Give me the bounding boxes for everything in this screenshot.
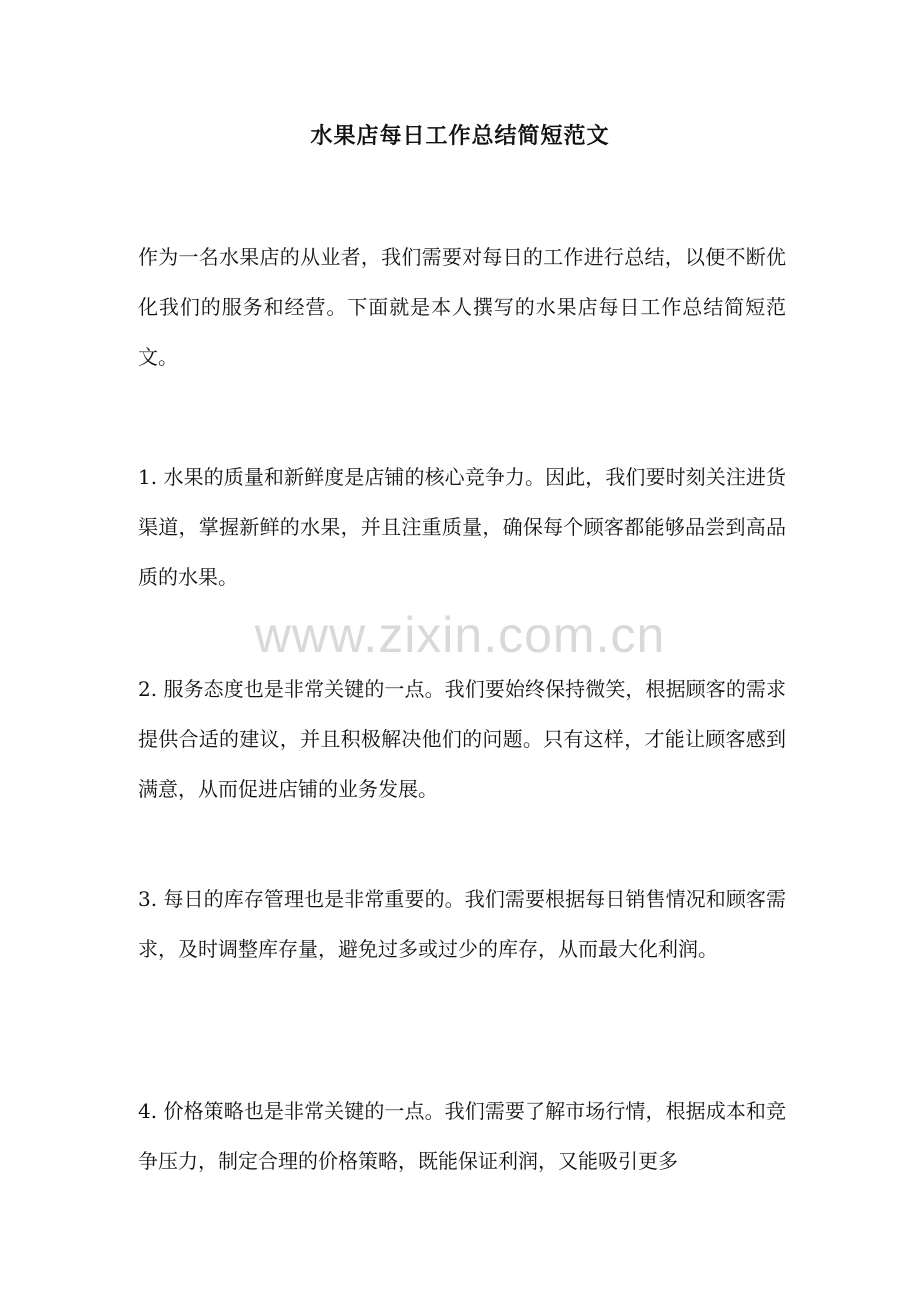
paragraph-item-1: 1. 水果的质量和新鲜度是店铺的核心竞争力。因此，我们要时刻关注进货渠道，掌握新鲜的水果，并且注重质量，确保每个顾客都能够品尝到高品质的水果。 [138,465,786,589]
watermark: www.zixin.com.cn [254,607,666,663]
paragraph-item-4: 4. 价格策略也是非常关键的一点。我们需要了解市场行情，根据成本和竞争压力，制定合理的价格策略，既能保证利润，又能吸引更多 [138,1099,786,1173]
intro-paragraph: 作为一名水果店的从业者，我们需要对每日的工作进行总结，以便不断优化我们的服务和经营。下面就是本人撰写的水果店每日工作总结简短范文。 [138,245,786,369]
document-title: 水果店每日工作总结简短范文 [310,123,610,149]
paragraph-item-3: 3. 每日的库存管理也是非常重要的。我们需要根据每日销售情况和顾客需求，及时调整库存量，避免过多或过少的库存，从而最大化利润。 [138,887,786,961]
paragraph-item-2: 2. 服务态度也是非常关键的一点。我们要始终保持微笑，根据顾客的需求提供合适的建议，并且积极解决他们的问题。只有这样，才能让顾客感到满意，从而促进店铺的业务发展。 [138,677,786,801]
